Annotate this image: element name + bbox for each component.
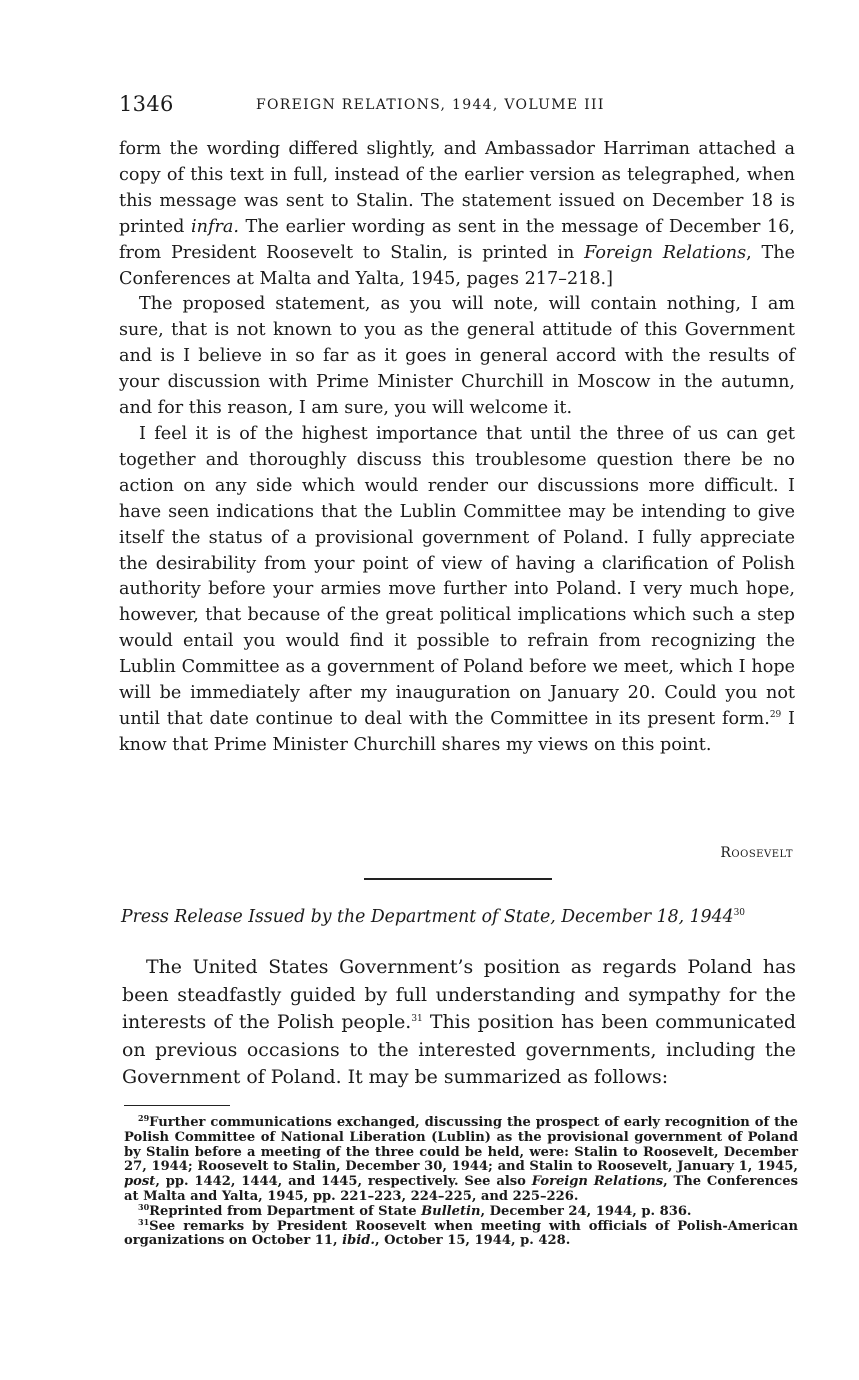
paragraph-lublin-committee: I feel it is of the highest importance that until the three of us can get together and thoroughly discuss this troublesome question there be no action on any side which would render our discussions more difficult. I have seen indications that the Lublin Committee may be intending to give itself the status of a provisional government of Poland. I fully appreciate the desirability from your point of view of having a clarification of Polish authority before your armies move further into Poland. I very much hope, however, that because of the great political implications which such a step would entail you would find it possible to refrain from recognizing the Lublin Committee as a government of Poland before we meet, which I hope will be immediately after my inauguration on January 20. Could you not until that date continue to deal with the Committee in its present form.$^{29}$ I know that Prime Minister Churchill shares my views on this point. [119,423,795,755]
paragraph-proposed-statement: The proposed statement, as you will note, will contain nothing, I am sure, that is not known to you as the general attitude of this Government and is I believe in so far as it goes in general accord with the results of your discussion with Prime Minister Churchill in Moscow in the autumn, and for this reason, I am sure, you will welcome it. [119,294,795,419]
footnote-31: $^{31}$See remarks by President Roosevelt when meeting with officials of Polish-American organizations on October 11, ibid., October 15, 1944, p. 428. [124,1216,798,1249]
page-header [119,92,799,122]
footnote-ref-30[interactable]: 30 [733,908,746,918]
page-number: 1346 [119,92,174,116]
footnote-ref-29[interactable]: 29 [769,709,782,720]
running-head: FOREIGN RELATIONS, 1944, VOLUME III [256,97,605,113]
footnotes [124,1113,798,1249]
signature: Roosevelt [720,845,793,861]
section-divider [364,878,552,880]
footnote-29: $^{29}$Further communications exchanged, discussing the prospect of early recognition of the Polish Committee of National Liberation (Lublin) as the provisional government of Poland by Stalin before a meeting of the three could be held, were: Stalin to Roosevelt, December 27, 1944; Roosevelt to Stalin, December 30, 1944; and Stalin to Roosevelt, January 1, 1945, post, pp. 1442, 1444, and 1445, respectively. See also Foreign Relations, The Conferences at Malta and Yalta, 1945, pp. 221–223, 224–225, and 225–226. [124,1113,798,1204]
footnote-ref-31[interactable]: 31 [411,1014,423,1024]
press-paragraph: The United States Government’s position as regards Poland has been steadfastly guided by full understanding and sympathy for the interests of the Polish people.$^{31}$ This position has been communicated on previous occasions to the interested governments, including the Government of Poland. It may be summarized as follows: [122,956,796,1088]
press-release-body [122,954,796,1092]
footnote-divider [124,1105,230,1106]
footnote-30: $^{30}$Reprinted from Department of State Bulletin, December 24, 1944, p. 836. [138,1201,692,1219]
press-release-title: Press Release Issued by the Department of State, December 18, 1944$^{30}$ [121,907,746,927]
paragraph-editorial-note: form the wording differed slightly, and Ambassador Harriman attached a copy of this text in full, instead of the earlier version as telegraphed, when this message was sent to Stalin. The statement issued on December 18 is printed infra. The earlier wording as sent in the message of December 16, from President Roosevelt to Stalin, is printed in Foreign Relations, The Conferences at Malta and Yalta, 1945, pages 217–218.] [119,139,796,289]
letter-body [119,137,795,759]
